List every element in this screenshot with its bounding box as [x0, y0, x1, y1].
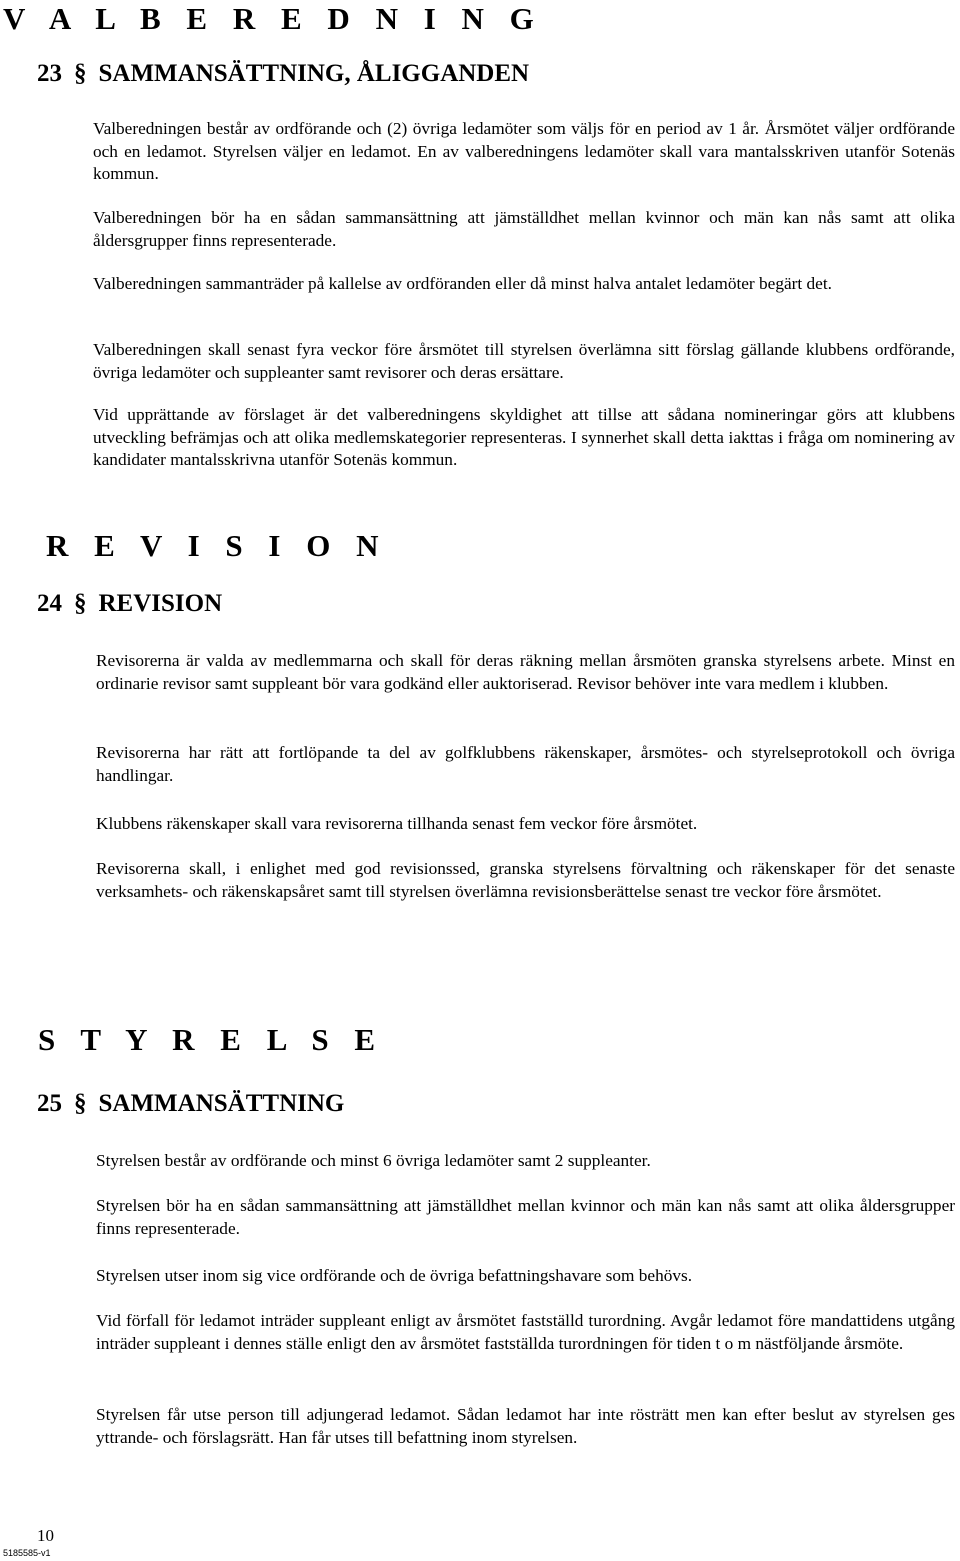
section-title: REVISION — [98, 590, 223, 617]
section-heading-24 — [37, 591, 222, 616]
paragraph: Styrelsen består av ordförande och minst 6 övriga ledamöter samt 2 suppleanter. — [96, 1151, 651, 1170]
chapter-title-styrelse: S T Y R E L S E — [38, 1022, 385, 1057]
paragraph-symbol: § — [74, 1090, 87, 1117]
paragraph: Vid förfall för ledamot inträder suppleant enligt av årsmötet fastställd turordning. Avgår ledamot före mandattidens utgång inträder suppleant i dennes ställe enligt den av årsmötet fastställda turordningen för tiden t o m nästföljande årsmöte. — [96, 1311, 955, 1353]
page-number: 10 — [37, 1526, 54, 1545]
paragraph: Valberedningen skall senast fyra veckor före årsmötet till styrelsen överlämna sitt förslag gällande klubbens ordförande, övriga ledamöter och suppleanter samt revisorer och deras ersättare. — [93, 340, 955, 382]
paragraph: Styrelsen utser inom sig vice ordförande och de övriga befattningshavare som behövs. — [96, 1266, 693, 1285]
section-heading-25 — [37, 1091, 344, 1116]
section-number: 24 — [37, 590, 62, 617]
paragraph: Valberedningen består av ordförande och (2) övriga ledamöter som väljs för en period av 1 år. Årsmötet väljer ordförande och en ledamot. Styrelsen väljer en ledamot. En av valberedningens ledamöter skall vara mantalsskriven utanför Sotenäs kommun. — [93, 119, 955, 183]
document-id: 5185585-v1 — [3, 1548, 51, 1558]
section-number: 23 — [37, 60, 62, 87]
paragraph-symbol: § — [74, 590, 87, 617]
chapter-title-valberedning: V A L B E R E D N I N G — [3, 1, 543, 36]
paragraph: Revisorerna skall, i enlighet med god revisionssed, granska styrelsens förvaltning och räkenskaper för det senaste verksamhets- och räkenskapsåret samt till styrelsen överlämna revisionsberättelse senast tre veckor före årsmötet. — [96, 859, 955, 901]
section-title: SAMMANSÄTTNING, ÅLIGGANDEN — [98, 60, 530, 87]
paragraph: Valberedningen sammanträder på kallelse av ordföranden eller då minst halva antalet ledamöter begärt det. — [93, 274, 832, 293]
section-heading-23 — [37, 61, 529, 86]
paragraph-symbol: § — [74, 60, 87, 87]
section-number: 25 — [37, 1090, 62, 1117]
paragraph: Styrelsen bör ha en sådan sammansättning att jämställdhet mellan kvinnor och män kan nås samt att olika åldersgrupper finns representerade. — [96, 1196, 955, 1238]
chapter-title-revision: R E V I S I O N — [46, 528, 388, 563]
paragraph: Revisorerna har rätt att fortlöpande ta del av golfklubbens räkenskaper, årsmötes- och styrelseprotokoll och övriga handlingar. — [96, 743, 955, 785]
paragraph: Vid upprättande av förslaget är det valberedningens skyldighet att tillse att sådana nomineringar görs att klubbens utveckling befrämjas och att olika medlemskategorier representeras. I synnerhet skall detta iakttas i fråga om nominering av kandidater mantalsskrivna utanför Sotenäs kommun. — [93, 405, 955, 469]
section-title: SAMMANSÄTTNING — [98, 1090, 345, 1117]
paragraph: Klubbens räkenskaper skall vara revisorerna tillhanda senast fem veckor före årsmötet. — [96, 814, 698, 833]
paragraph: Valberedningen bör ha en sådan sammansättning att jämställdhet mellan kvinnor och män kan nås samt att olika åldersgrupper finns representerade. — [93, 208, 955, 250]
paragraph: Revisorerna är valda av medlemmarna och skall för deras räkning mellan årsmöten granska styrelsens arbete. Minst en ordinarie revisor samt suppleant bör vara godkänd eller auktoriserad. Revisor behöver inte vara medlem i klubben. — [96, 651, 955, 693]
paragraph: Styrelsen får utse person till adjungerad ledamot. Sådan ledamot har inte rösträtt men kan efter beslut av styrelsen ges yttrande- och förslagsrätt. Han får utses till befattning inom styrelsen. — [96, 1405, 955, 1447]
